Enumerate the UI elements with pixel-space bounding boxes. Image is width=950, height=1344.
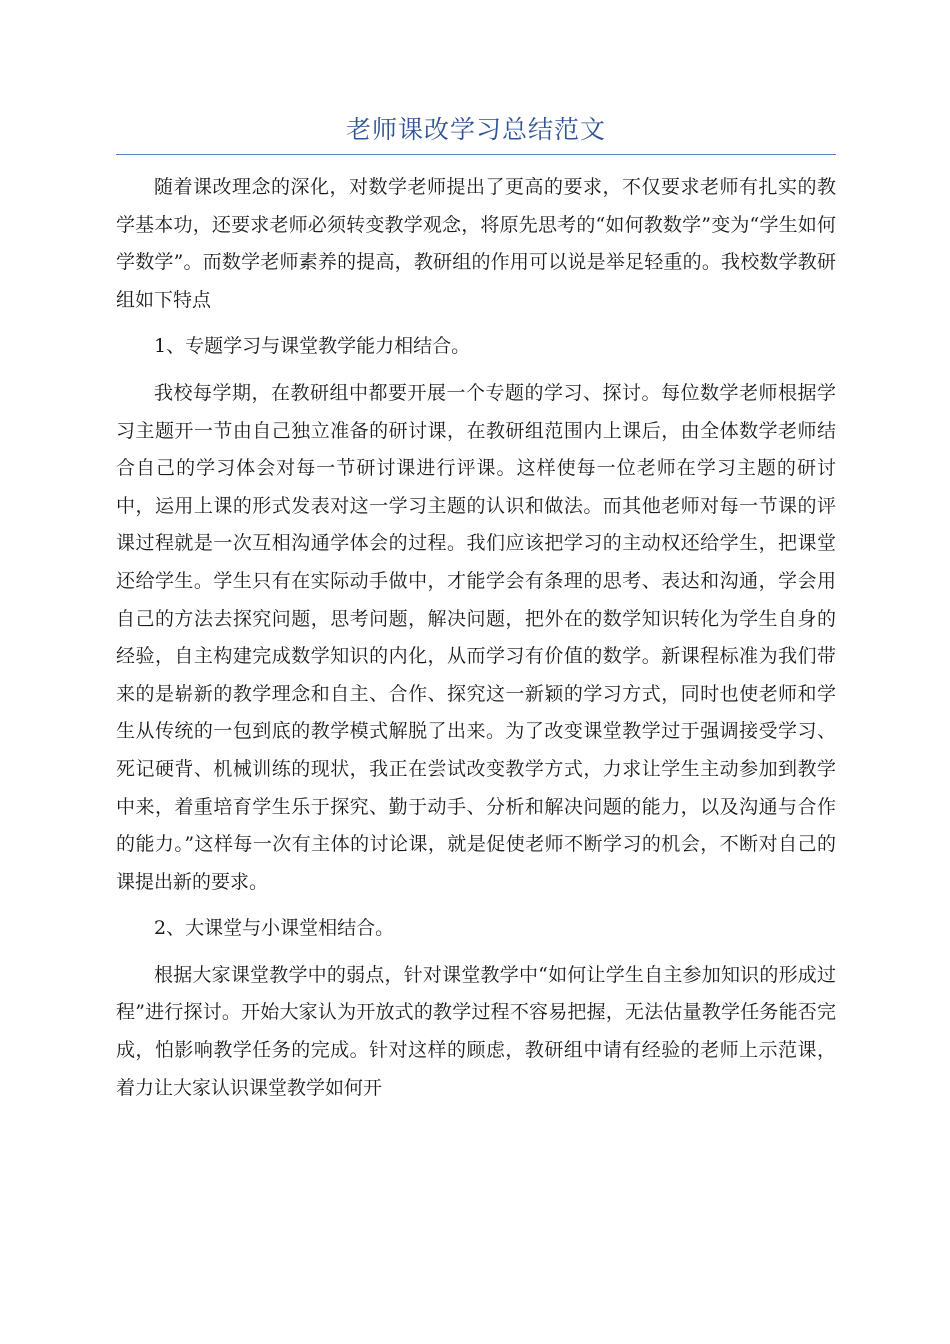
document-title: 老师课改学习总结范文 xyxy=(116,112,836,155)
section-heading-2: 2、大课堂与小课堂相结合。 xyxy=(154,917,395,940)
paragraph-section-2: 根据大家课堂教学中的弱点，针对课堂教学中“如何让学生自主参加知识的形成过程”进行探讨。开始大家认为开放式的教学过程不容易把握，无法估量教学任务能否完成，怕影响教学任务的完成。针对这样的顾虑，教研组中请有经验的老师上示范课，着力让大家认识课堂教学如何开 xyxy=(116,963,836,1099)
paragraph-intro: 随着课改理念的深化，对数学老师提出了更高的要求，不仅要求老师有扎实的教学基本功，还要求老师必须转变教学观念，将原先思考的“如何教数学”变为“学生如何学数学”。而数学老师素养的提高，教研组的作用可以说是举足轻重的。我校数学教研组如下特点 xyxy=(116,176,836,311)
document-page xyxy=(116,112,836,1116)
section-heading-1: 1、专题学习与课堂教学能力相结合。 xyxy=(154,335,471,358)
paragraph-section-1: 我校每学期，在教研组中都要开展一个专题的学习、探讨。每位数学老师根据学习主题开一节由自己独立准备的研讨课，在教研组范围内上课后，由全体数学老师结合自己的学习体会对每一节研讨课进行评课。这样使每一位老师在学习主题的研讨中，运用上课的形式发表对这一学习主题的认识和做法。而其他老师对每一节课的评课过程就是一次互相沟通学体会的过程。我们应该把学习的主动权还给学生，把课堂还给学生。学生只有在实际动手做中，才能学会有条理的思考、表达和沟通，学会用自己的方法去探究问题，思考问题，解决问题，把外在的数学知识转化为学生自身的经验，自主构建完成数学知识的内化，从而学习有价值的数学。新课程标准为我们带来的是崭新的教学理念和自主、合作、探究这一新颖的学习方式，同时也使老师和学生从传统的一包到底的教学模式解脱了出来。为了改变课堂教学过于强调接受学习、死记硬背、机械训练的现状，我正在尝试改变教学方式，力求让学生主动参加到教学中来，着重培育学生乐于探究、勤于动手、分析和解决问题的能力，以及沟通与合作的能力。”这样每一次有主体的讨论课，就是促使老师不断学习的机会，不断对自己的课提出新的要求。 xyxy=(116,381,836,893)
